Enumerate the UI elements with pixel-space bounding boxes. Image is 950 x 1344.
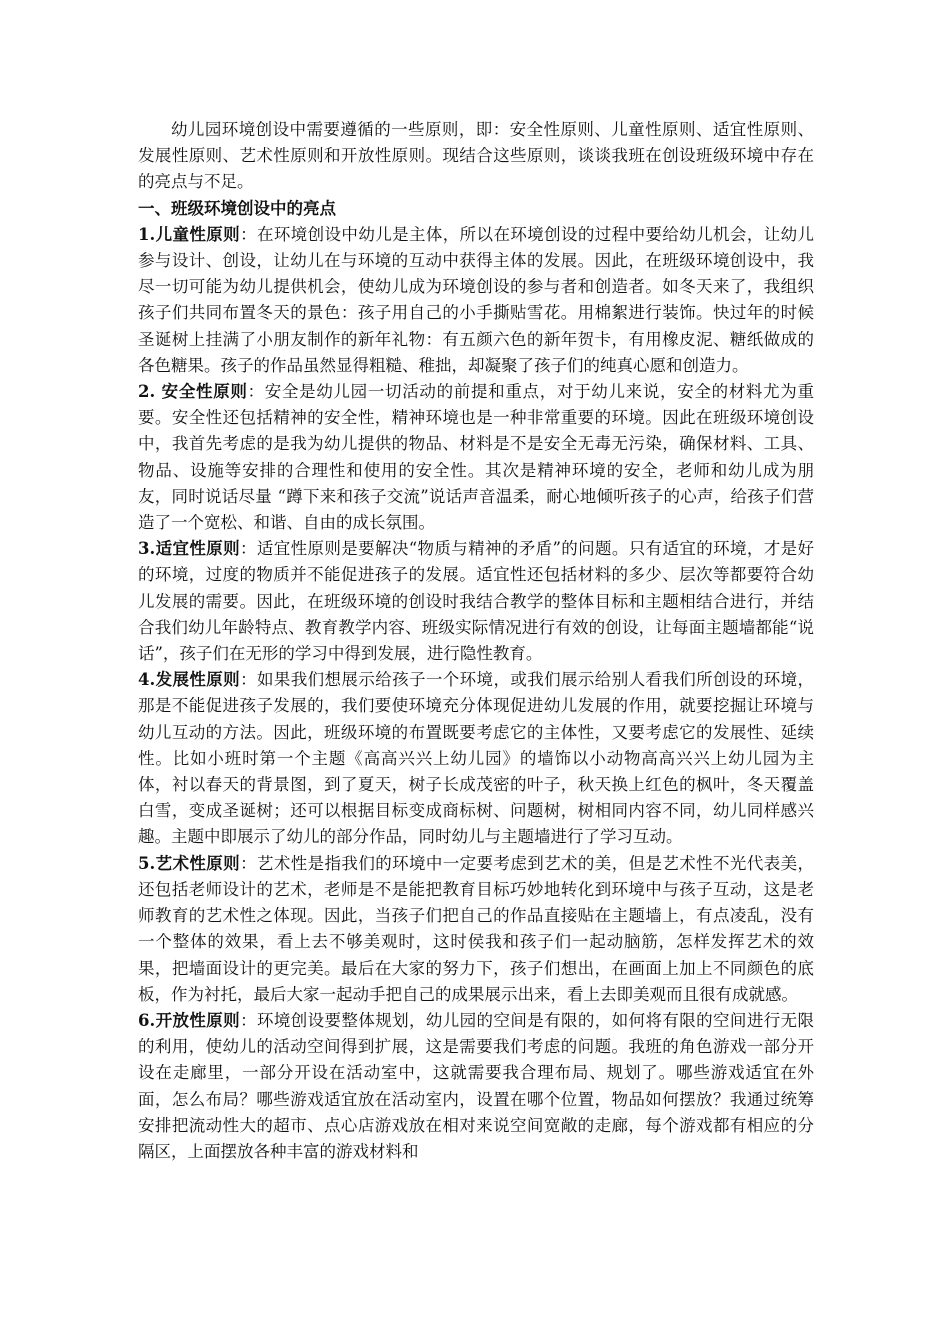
intro-paragraph: 幼儿园环境创设中需要遵循的一些原则，即：安全性原则、儿童性原则、适宜性原则、发展性原则、艺术性原则和开放性原则。现结合这些原则，谈谈我班在创设班级环境中存在的亮点与不足。 [138,120,814,192]
principle-term-4: 4.发展性原则 [138,670,241,690]
principle-body-1: ：在环境创设中幼儿是主体，所以在环境创设的过程中要给幼儿机会，让幼儿参与设计、创设，让幼儿在与环境的互动中获得主体的发展。因此，在班级环境创设中，我尽一切可能为幼儿提供机会，使幼儿成为环境创设的参与者和创造者。如冬天来了，我组织孩子们共同布置冬天的景色：孩子用自己的小手撕贴雪花。用棉絮进行装饰。快过年的时候圣诞树上挂满了小朋友制作的新年礼物：有五颜六色的新年贺卡，有用橡皮泥、糖纸做成的各色糖果。孩子的作品虽然显得粗糙、稚拙，却凝聚了孩子们的纯真心愿和创造力。 [138,224,814,375]
principle-body-5: ：艺术性是指我们的环境中一定要考虑到艺术的美，但是艺术性不光代表美，还包括老师设计的艺术，老师是不是能把教育目标巧妙地转化到环境中与孩子互动，这是老师教育的艺术性之体现。因此，当孩子们把自己的作品直接贴在主题墙上，有点凌乱，没有一个整体的效果，看上去不够美观时，这时侯我和孩子们一起动脑筋，怎样发挥艺术的效果，把墙面设计的更完美。最后在大家的努力下，孩子们想出，在画面上加上不同颜色的底板，作为衬托，最后大家一起动手把自己的成果展示出来，看上去即美观而且很有成就感。 [138,853,814,1004]
principle-paragraph-3 [138,536,814,667]
principle-paragraph-5 [138,851,814,1008]
principle-paragraph-6 [138,1008,814,1165]
principle-body-4: ：如果我们想展示给孩子一个环境，或我们展示给别人看我们所创设的环境，那是不能促进孩子发展的，我们要使环境充分体现促进幼儿发展的作用，就要挖掘让环境与幼儿互动的方法。因此，班级环境的布置既要考虑它的主体性，又要考虑它的发展性、延续性。比如小班时第一个主题《高高兴兴上幼儿园》的墙饰以小动物高高兴兴上幼儿园为主体，衬以春天的背景图，到了夏天，树子长成茂密的叶子，秋天换上红色的枫叶，冬天覆盖白雪，变成圣诞树；还可以根据目标变成商标树、问题树，树相同内容不同，幼儿同样感兴趣。主题中即展示了幼儿的部分作品，同时幼儿与主题墙进行了学习互动。 [138,670,814,847]
principle-body-2: ：安全是幼儿园一切活动的前提和重点，对于幼儿来说，安全的材料尤为重要。安全性还包括精神的安全性，精神环境也是一种非常重要的环境。因此在班级环境创设中，我首先考虑的是我为幼儿提供的物品、材料是不是安全无毒无污染，确保材料、工具、物品、设施等安排的合理性和使用的安全性。其次是精神环境的安全，老师和幼儿成为朋友，同时说话尽量 “蹲下来和孩子交流”说话声音温柔，耐心地倾听孩子的心声，给孩子们营造了一个宽松、和谐、自由的成长氛围。 [138,382,814,533]
principle-body-6: ：环境创设要整体规划，幼儿园的空间是有限的，如何将有限的空间进行无限的利用，使幼儿的活动空间得到扩展，这是需要我们考虑的问题。我班的角色游戏一部分开设在走廊里，一部分开设在活动室中，这就需要我合理布局、规划了。哪些游戏适宜在外面，怎么布局？哪些游戏适宜放在活动室内，设置在哪个位置，物品如何摆放？我通过统筹安排把流动性大的超市、点心店游戏放在相对来说空间宽敞的走廊，每个游戏都有相应的分隔区，上面摆放各种丰富的游戏材料和 [138,1010,814,1161]
principle-term-3: 3.适宜性原则 [138,539,240,559]
principle-term-6: 6.开放性原则 [138,1010,241,1030]
principle-term-5: 5.艺术性原则 [138,853,241,873]
principle-term-1: 1.儿童性原则 [138,224,241,244]
principle-paragraph-2 [138,379,814,536]
section-heading: 一、班级环境创设中的亮点 [138,198,336,218]
principle-paragraph-4 [138,667,814,850]
principle-body-3: ：适宜性原则是要解决“物质与精神的矛盾”的问题。只有适宜的环境，才是好的环境，过度的物质并不能促进孩子的发展。适宜性还包括材料的多少、层次等都要符合幼儿发展的需要。因此，在班级环境的创设时我结合教学的整体目标和主题相结合进行，并结合我们幼儿年龄特点、教育教学内容、班级实际情况进行有效的创设，让每面主题墙都能“说话”，孩子们在无形的学习中得到发展，进行隐性教育。 [138,539,814,664]
principle-term-2: 2. 安全性原则 [138,382,248,402]
principle-paragraph-1 [138,222,814,379]
document-page [138,117,814,1165]
